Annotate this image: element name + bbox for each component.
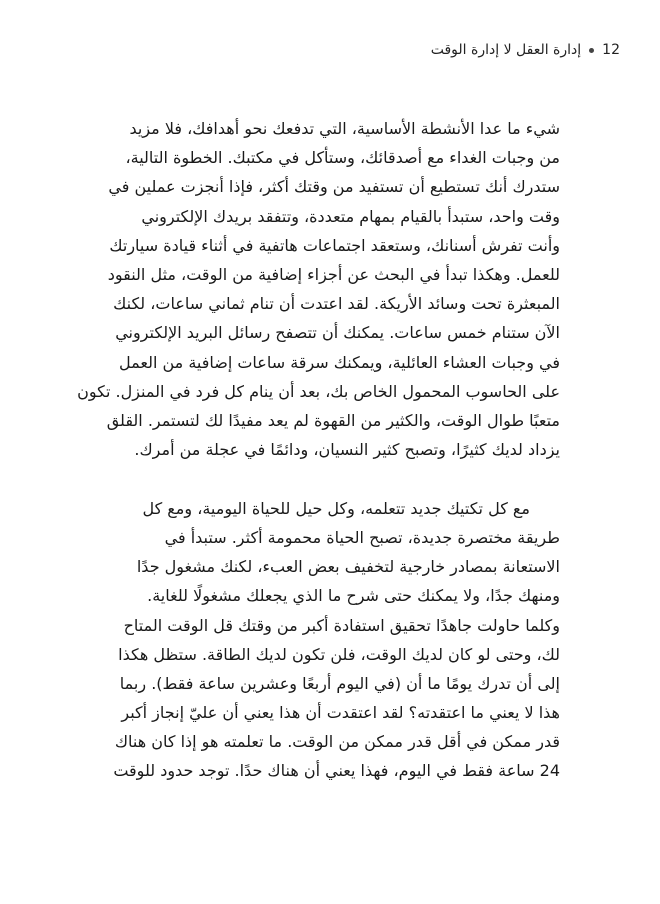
- text-line: ومنهك جدًا، ولا يمكنك حتى شرح ما الذي يجعلك مشغولًا للغاية.: [147, 586, 560, 606]
- text-line: مع كل تكتيك جديد تتعلمه، وكل حيل للحياة اليومية، ومع كل: [142, 498, 530, 518]
- text-line: لك، وحتى لو كان لديك الوقت، فلن تكون لديك الطاقة. ستظل هكذا: [118, 644, 560, 664]
- text-line: 24 ساعة فقط في اليوم، فهذا يعني أن هناك حدًا. توجد حدود للوقت: [113, 761, 560, 781]
- text-line: هذا لا يعني ما اعتقدته؟ لقد اعتقدت أن هذا يعني أن عليّ إنجاز أكبر: [121, 703, 560, 723]
- paragraph-2: [72, 494, 560, 786]
- page-number: 12: [602, 42, 620, 58]
- text-line: من وجبات الغداء مع أصدقائك، وستأكل في مكتبك. الخطوة التالية،: [125, 148, 560, 168]
- text-line: شيء ما عدا الأنشطة الأساسية، التي تدفعك نحو أهدافك، فلا مزيد: [129, 119, 560, 138]
- text-line: الاستعانة بمصادر خارجية لتخفيف بعض العبء، لكنك مشغول جدًا: [136, 557, 560, 577]
- text-line: قدر ممكن في أقل قدر ممكن من الوقت. ما تعلمته هو إذا كان هناك: [114, 732, 560, 752]
- text-line: في وجبات العشاء العائلية، ويمكنك سرقة ساعات إضافية من العمل: [118, 352, 560, 372]
- body-text: [72, 114, 560, 786]
- text-line: وأنت تفرش أسنانك، وستعقد اجتماعات هاتفية في أثناء قيادة سيارتك: [109, 235, 560, 255]
- text-line: على الحاسوب المحمول الخاص بك، بعد أن ينام كل فرد في المنزل. تكون: [77, 381, 560, 401]
- bullet-separator-icon: [589, 48, 594, 53]
- text-line: وكلما حاولت جاهدًا تحقيق استفادة أكبر من وقتك قل الوقت المتاح: [123, 615, 560, 635]
- text-line: ستدرك أنك تستطيع أن تستفيد من وقتك أكثر، فإذا أنجزت عملين في: [108, 177, 560, 197]
- running-header: [40, 40, 620, 60]
- text-line: المبعثرة تحت وسائد الأريكة. لقد اعتدت أن تنام ثماني ساعات، لكنك: [113, 294, 560, 314]
- text-line: وقت واحد، ستبدأ بالقيام بمهام متعددة، وتتفقد بريدك الإلكتروني: [141, 206, 560, 226]
- text-line: إلى أن تدرك يومًا ما أن (في اليوم أربعًا وعشرين ساعة فقط). ربما: [119, 673, 560, 693]
- text-line: متعبًا طوال الوقت، والكثير من القهوة لم يعد مفيدًا لك لتستمر. القلق: [106, 410, 560, 430]
- text-line: يزداد لديك كثيرًا، وتصبح كثير النسيان، ودائمًا في عجلة من أمرك.: [134, 440, 560, 460]
- book-title: إدارة العقل لا إدارة الوقت: [430, 42, 582, 58]
- paragraph-1: [72, 114, 560, 464]
- text-line: طريقة مختصرة جديدة، تصبح الحياة محمومة أكثر. ستبدأ في: [164, 527, 560, 547]
- text-line: الآن ستنام خمس ساعات. يمكنك أن تتصفح رسائل البريد الإلكتروني: [115, 323, 560, 343]
- text-line: للعمل. وهكذا تبدأ في البحث عن أجزاء إضافية من الوقت، مثل النقود: [107, 264, 560, 284]
